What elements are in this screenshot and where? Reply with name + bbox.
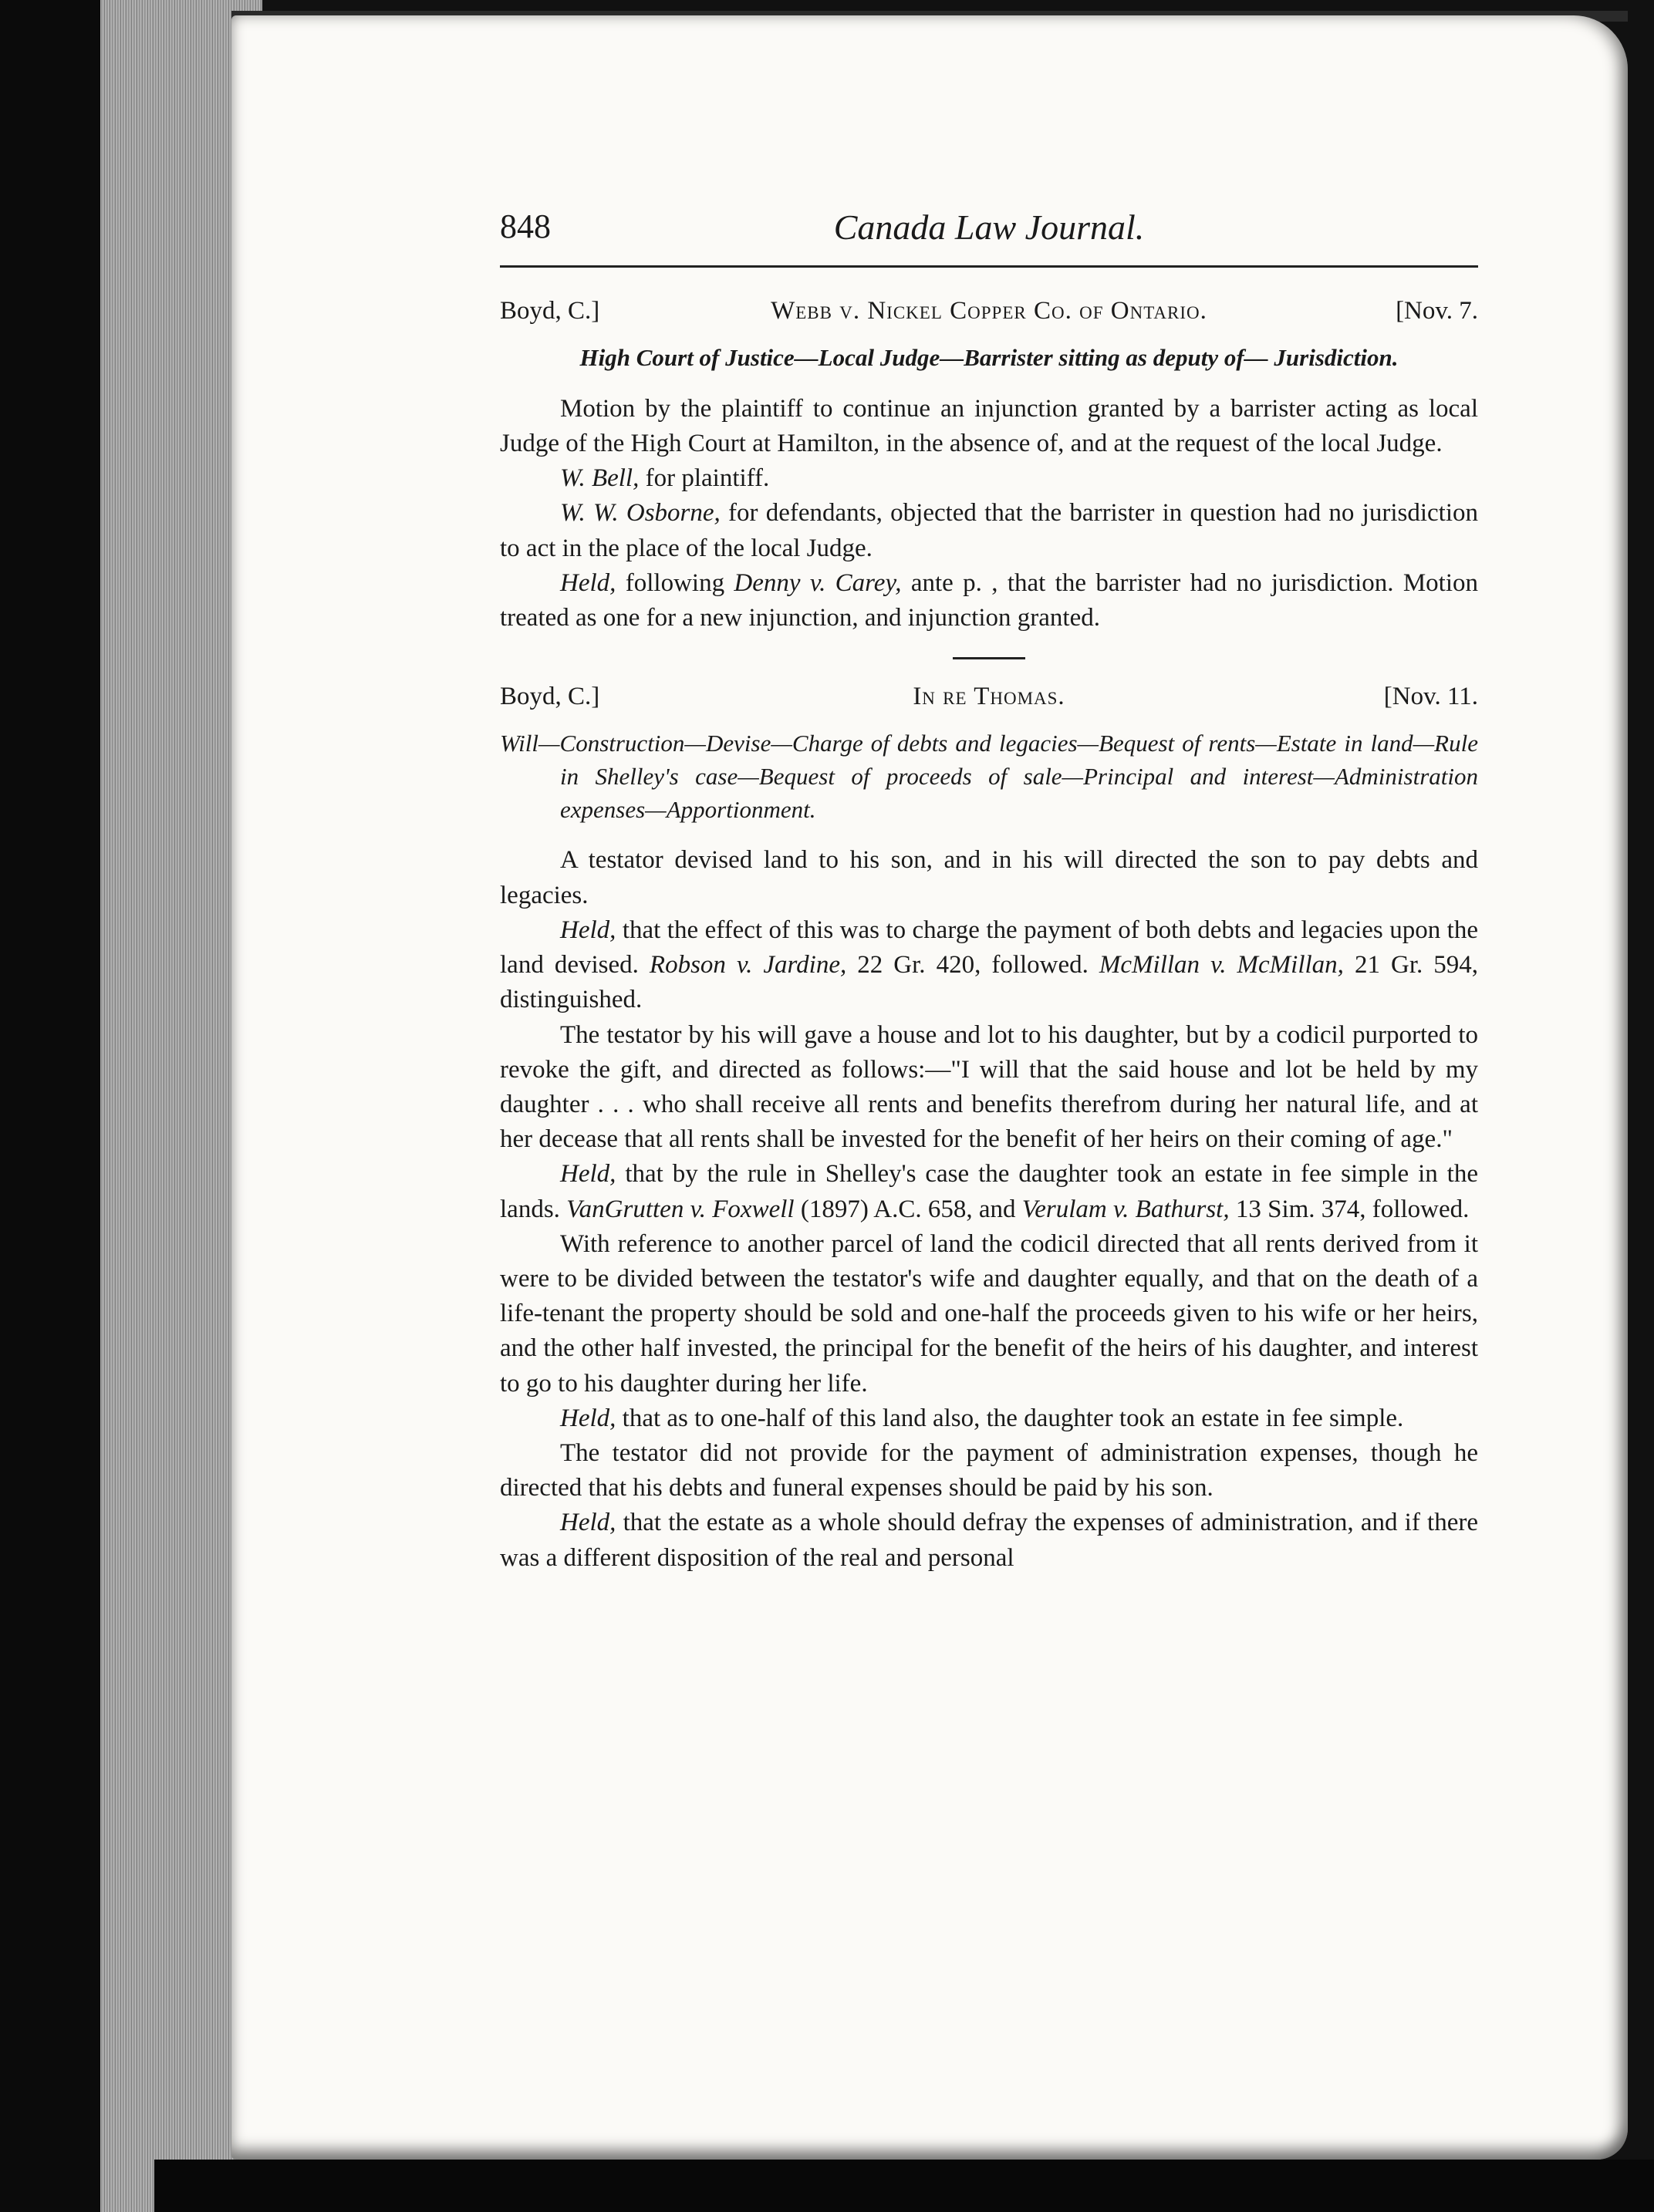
case-citation: McMillan v. McMillan, [1099,951,1344,980]
paragraph-text: that the estate as a whole should defray the expenses of administration, and if there was a different disposition of the real and personal [500,1509,1478,1572]
case-citation: Verulam v. Bathurst, [1021,1195,1230,1223]
case-headnote: Will—Construction—Devise—Charge of debts and legacies—Bequest of rents—Estate in land—Rule in Shelley's case—Bequest of proceeds of sale—Principal and interest—Administration expenses—Apportionment. [500,730,1478,823]
paragraph-text: that by the rule in Shelley's case the daughter took an estate in fee simple in the lands. [500,1160,1478,1223]
paragraph-text: A testator devised land to his son, and in his will directed the son to pay debts and legacies. [500,846,1478,909]
page-number: 848 [500,207,551,245]
counsel-role: for plaintiff. [639,464,770,493]
case-separator [953,657,1025,659]
paragraph [500,1436,1478,1506]
paragraph-text: Motion by the plaintiff to continue an injunction granted by a barrister acting as local Judge of the High Court at Hamilton, in the absence of, and at the request of the local Judge. [500,394,1478,457]
journal-title: Canada Law Journal. [833,207,1145,247]
holding-paragraph [500,1506,1478,1575]
scan-left-margin [0,0,100,2212]
case-headnote: High Court of Justice—Local Judge—Barrister sitting as deputy of— Jurisdiction. [579,344,1399,371]
running-head [500,207,1478,262]
case-title: Webb v. Nickel Copper Co. of Ontario. [771,297,1207,325]
holding-paragraph [500,913,1478,1018]
case-citation: Robson v. Jardine, [649,951,847,980]
paragraph [500,1227,1478,1401]
held-label: Held, [560,568,616,597]
held-label: Held, [560,1509,616,1537]
paragraph-text: The testator by his will gave a house and lot to his daughter, but by a codicil purported to revoke the gift, and directed as follows:—"I will that the said house and lot be held by my daughter . . . who shall receive all rents and benefits therefrom during her natural life, and at her decease that all rents shall be invested for the benefit of her heirs on their coming of age." [500,1020,1478,1154]
counsel-role: for defendants, objected that the barrister in question had no jurisdiction to act in the place of the local Judge. [500,499,1478,562]
case-judge: Boyd, C.] [500,683,600,711]
counsel-line [500,461,1478,496]
counsel-name: W. W. Osborne, [560,499,721,528]
counsel-line [500,496,1478,565]
paragraph [500,392,1478,461]
case-date: [Nov. 11. [1383,683,1478,711]
scan-bottom-edge [154,2160,1654,2212]
case-date: [Nov. 7. [1396,297,1478,325]
paragraph-text: 22 Gr. 420, followed. [846,951,1099,980]
case-caption [500,683,1478,721]
paragraph-text: that the effect of this was to charge the payment of both debts and legacies upon the land devised. [500,915,1478,980]
held-label: Held, [560,1160,616,1189]
case-citation: Denny v. Carey, [734,568,902,597]
paragraph-text: (1897) A.C. 658, and [794,1195,1022,1223]
paragraph-text: With reference to another parcel of land the codicil directed that all rents derived from it were to be divided between the testator's wife and daughter equally, and that on the death of a life-tenant the property should be sold and one-half the proceeds given to his wife or her heirs, and the other half invested, the principal for the benefit of the heirs of his daughter, and interest to go to his daughter during her life. [500,1229,1478,1398]
case-judge: Boyd, C.] [500,297,600,325]
counsel-name: W. Bell, [560,464,640,493]
paragraph-text: The testator did not provide for the payment of administration expenses, though he directed that his debts and funeral expenses should be paid by his son. [500,1438,1478,1502]
paragraph-text: 13 Sim. 374, followed. [1229,1195,1470,1223]
header-rule [500,265,1478,268]
case-title: In re Thomas. [913,683,1065,711]
holding-paragraph [500,1157,1478,1226]
paragraph [500,843,1478,912]
holding-paragraph [500,1401,1478,1436]
paragraph-text: following [616,568,734,597]
paragraph [500,1018,1478,1158]
holding-paragraph [500,566,1478,636]
held-label: Held, [560,915,616,944]
paragraph-text: that as to one-half of this land also, the daughter took an estate in fee simple. [616,1404,1404,1432]
paragraph-text: 21 Gr. 594, distinguished. [500,951,1479,1014]
page-content [500,207,1478,1576]
case-caption [500,297,1478,336]
case-citation: VanGrutten v. Foxwell [566,1195,795,1223]
paragraph-text: ante p. , that the barrister had no jurisdiction. Motion treated as one for a new injunction, and injunction granted. [500,568,1479,632]
held-label: Held, [560,1404,616,1432]
